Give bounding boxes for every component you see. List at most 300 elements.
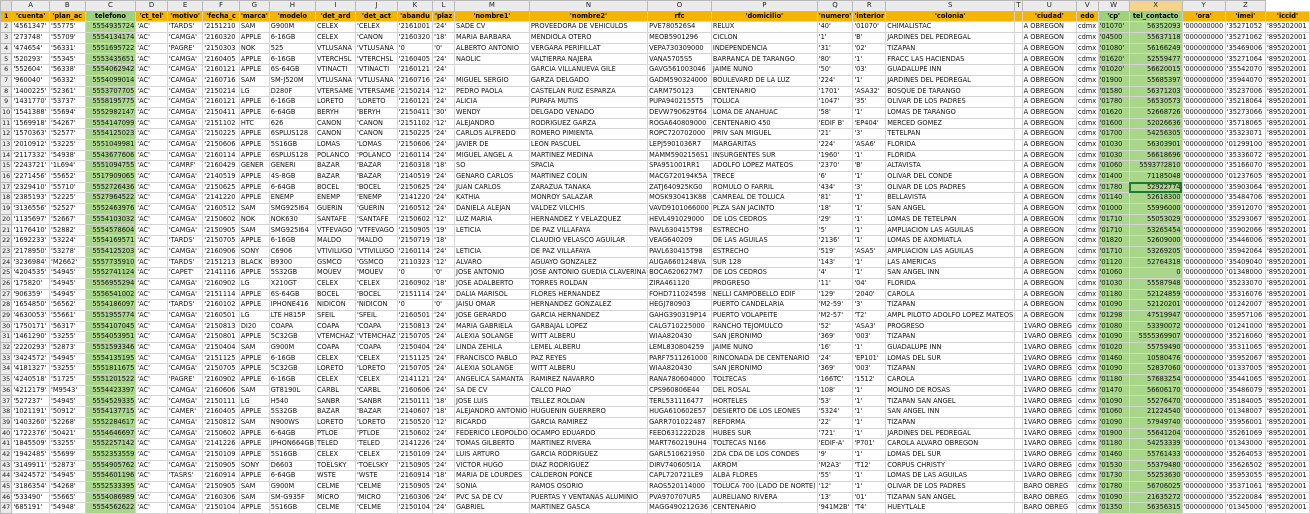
- data-cell[interactable]: 5S16GB: [269, 139, 315, 150]
- data-cell[interactable]: 56706025: [1129, 481, 1182, 492]
- data-cell[interactable]: ALTAVISTA: [886, 161, 1015, 172]
- column-header-x[interactable]: X: [1129, 1, 1182, 12]
- data-cell[interactable]: '000000000: [1182, 161, 1225, 172]
- data-cell[interactable]: '55775': [50, 22, 86, 33]
- data-cell[interactable]: '895202001: [1265, 396, 1309, 407]
- row-number[interactable]: 42: [1, 449, 12, 460]
- data-cell[interactable]: 'CELEX: [356, 22, 398, 33]
- data-cell[interactable]: '56317': [50, 321, 86, 332]
- data-cell[interactable]: 'AC': [136, 172, 168, 183]
- data-cell[interactable]: RANA780604000: [648, 375, 712, 386]
- data-cell[interactable]: 'AC': [136, 225, 168, 236]
- data-cell[interactable]: PAZ REYES: [529, 353, 647, 364]
- column-title-cell[interactable]: 'plan_ac: [50, 11, 86, 22]
- data-cell[interactable]: RODRIGUEZ GARZA: [529, 118, 647, 129]
- data-cell[interactable]: [1015, 503, 1022, 514]
- data-cell[interactable]: '895202001: [1265, 332, 1309, 343]
- data-cell[interactable]: APPLE: [239, 428, 269, 439]
- data-cell[interactable]: 'CAMGA': [167, 129, 202, 140]
- data-cell[interactable]: '533490': [12, 492, 50, 503]
- data-cell[interactable]: CENTENARIO 450: [711, 118, 817, 129]
- data-cell[interactable]: '2150625: [397, 182, 432, 193]
- data-cell[interactable]: FOHD711024598: [648, 289, 712, 300]
- row-number[interactable]: 5: [1, 54, 12, 65]
- data-cell[interactable]: '52577': [50, 129, 86, 140]
- data-cell[interactable]: '35718065: [1225, 118, 1265, 129]
- data-cell[interactable]: '2160306: [203, 492, 240, 503]
- data-cell[interactable]: APPLE: [239, 471, 269, 482]
- data-cell[interactable]: '2160320: [397, 33, 432, 44]
- data-cell[interactable]: GARBAJAL LOPEZ: [529, 321, 647, 332]
- data-cell[interactable]: 'EDIF-A': [817, 439, 853, 450]
- data-cell[interactable]: '1701': [817, 86, 853, 97]
- data-cell[interactable]: ZARAZUA TANAKA: [529, 182, 647, 193]
- data-cell[interactable]: TIZAPAN: [886, 332, 1015, 343]
- column-title-cell[interactable]: edo: [1076, 11, 1098, 22]
- data-cell[interactable]: [1015, 54, 1022, 65]
- data-cell[interactable]: LOMAS DEL SUR: [886, 449, 1015, 460]
- data-cell[interactable]: 'AC': [136, 150, 168, 161]
- data-cell[interactable]: GT8190L: [269, 385, 315, 396]
- column-title-cell[interactable]: 'colonia': [886, 11, 1015, 22]
- data-cell[interactable]: 'B': [853, 161, 886, 172]
- data-cell[interactable]: 'P701': [853, 439, 886, 450]
- data-cell[interactable]: [1015, 43, 1022, 54]
- data-cell[interactable]: 55253630: [1129, 471, 1182, 482]
- data-cell[interactable]: '01030: [1098, 150, 1129, 161]
- data-cell[interactable]: '1': [853, 471, 886, 482]
- data-cell[interactable]: '12': [433, 118, 455, 129]
- data-cell[interactable]: '01460: [1098, 353, 1129, 364]
- row-number[interactable]: 46: [1, 492, 12, 503]
- data-cell[interactable]: '895202001: [1265, 236, 1309, 247]
- data-cell[interactable]: AGUAYO GONZALEZ: [529, 257, 647, 268]
- data-cell[interactable]: '895202001: [1265, 204, 1309, 215]
- data-cell[interactable]: 5552353559: [85, 449, 136, 460]
- data-cell[interactable]: GARZA DELGADO: [529, 75, 647, 86]
- data-cell[interactable]: '2010912': [12, 139, 50, 150]
- data-cell[interactable]: '0': [433, 268, 455, 279]
- data-cell[interactable]: '000000000: [1182, 353, 1225, 364]
- data-cell[interactable]: '01120: [1098, 257, 1129, 268]
- data-cell[interactable]: 'COAPA: [356, 343, 398, 354]
- data-cell[interactable]: '000000000: [1182, 439, 1225, 450]
- data-cell[interactable]: CENTENARIO: [711, 86, 817, 97]
- row-number[interactable]: 19: [1, 204, 12, 215]
- data-cell[interactable]: '685191': [12, 503, 50, 514]
- data-cell[interactable]: '2160102: [203, 300, 240, 311]
- data-cell[interactable]: '2160606: [397, 385, 432, 396]
- data-cell[interactable]: '01020': [1098, 65, 1129, 76]
- row-number[interactable]: 38: [1, 407, 12, 418]
- data-cell[interactable]: '2370': [817, 161, 853, 172]
- data-cell[interactable]: '24': [433, 129, 455, 140]
- data-cell[interactable]: cdmx: [1076, 439, 1098, 450]
- column-title-cell[interactable]: 'det_act: [356, 11, 398, 22]
- data-cell[interactable]: BAZAR: [316, 172, 356, 183]
- data-cell[interactable]: MERCED GOMEZ: [886, 118, 1015, 129]
- column-header-y[interactable]: Y: [1182, 1, 1225, 12]
- data-cell[interactable]: '1400225': [12, 86, 50, 97]
- data-cell[interactable]: cdmx: [1076, 343, 1098, 354]
- data-cell[interactable]: 'TARDS': [167, 300, 202, 311]
- data-cell[interactable]: 'B': [853, 33, 886, 44]
- data-cell[interactable]: '50': [817, 65, 853, 76]
- data-cell[interactable]: 'CAMGA': [167, 172, 202, 183]
- data-cell[interactable]: 6S-64GB: [269, 289, 315, 300]
- data-cell[interactable]: CAROLA ALVARO OBREGON: [886, 439, 1015, 450]
- column-header-w[interactable]: W: [1098, 1, 1129, 12]
- data-cell[interactable]: cdmx: [1076, 385, 1098, 396]
- data-cell[interactable]: '35542070: [1225, 65, 1265, 76]
- data-cell[interactable]: 'CAMGA': [167, 364, 202, 375]
- data-cell[interactable]: [1015, 139, 1022, 150]
- data-cell[interactable]: PAVL630415T98: [648, 246, 712, 257]
- data-cell[interactable]: HUBES SUR: [711, 428, 817, 439]
- data-cell[interactable]: '2160114: [397, 150, 432, 161]
- data-cell[interactable]: '35166070: [1225, 161, 1265, 172]
- data-cell[interactable]: 'LOMAS: [356, 139, 398, 150]
- data-cell[interactable]: FEDERICO LEOPOLDO: [455, 428, 530, 439]
- data-cell[interactable]: OLIVAR DE LOS PADRES: [886, 182, 1015, 193]
- data-cell[interactable]: [455, 236, 530, 247]
- data-cell[interactable]: cdmx: [1076, 503, 1098, 514]
- data-cell[interactable]: 'CAMGA': [167, 75, 202, 86]
- data-cell[interactable]: PRIV SAN MIGUEL: [711, 129, 817, 140]
- data-cell[interactable]: '35264053: [1225, 449, 1265, 460]
- data-cell[interactable]: 'AC': [136, 375, 168, 386]
- data-cell[interactable]: A OBREGON: [1022, 22, 1076, 33]
- data-cell[interactable]: [1015, 97, 1022, 108]
- data-cell[interactable]: cdmx: [1076, 97, 1098, 108]
- data-cell[interactable]: '906359': [12, 289, 50, 300]
- data-cell[interactable]: G900M: [269, 343, 315, 354]
- data-cell[interactable]: VTIVILUGO: [316, 246, 356, 257]
- data-cell[interactable]: PARF7511261000: [648, 353, 712, 364]
- row-number[interactable]: 29: [1, 310, 12, 321]
- data-cell[interactable]: '2151210: [203, 22, 240, 33]
- data-cell[interactable]: LG: [239, 86, 269, 97]
- data-cell[interactable]: TRECE: [711, 172, 817, 183]
- data-cell[interactable]: 'AC': [136, 353, 168, 364]
- data-cell[interactable]: 6-16GB: [269, 375, 315, 386]
- data-cell[interactable]: '55699': [50, 449, 86, 460]
- column-header-a[interactable]: A: [12, 1, 50, 12]
- data-cell[interactable]: ROGA640809000: [648, 118, 712, 129]
- data-cell[interactable]: '000000000: [1182, 182, 1225, 193]
- data-cell[interactable]: '2161001: [397, 22, 432, 33]
- data-cell[interactable]: 'CANON: [356, 118, 398, 129]
- data-cell[interactable]: CELME: [316, 503, 356, 514]
- data-cell[interactable]: '2150104: [203, 503, 240, 514]
- data-cell[interactable]: SAN ANGEL: [886, 204, 1015, 215]
- data-cell[interactable]: SMG925I64: [269, 204, 315, 215]
- data-cell[interactable]: '01345000: [1225, 503, 1265, 514]
- data-cell[interactable]: '35293067: [1225, 214, 1265, 225]
- data-cell[interactable]: A OBREGON: [1022, 139, 1076, 150]
- data-cell[interactable]: LG: [239, 278, 269, 289]
- data-cell[interactable]: JARDINES DEL PEDREGAL: [886, 428, 1015, 439]
- data-cell[interactable]: '1021191': [12, 407, 50, 418]
- data-cell[interactable]: VANA5705S5: [648, 54, 712, 65]
- data-cell[interactable]: '000000000: [1182, 449, 1225, 460]
- data-cell[interactable]: GABRIEL: [455, 503, 530, 514]
- data-cell[interactable]: '35626502: [1225, 460, 1265, 471]
- data-cell[interactable]: [1015, 439, 1022, 450]
- data-cell[interactable]: '273748': [12, 33, 50, 44]
- data-cell[interactable]: 'AC': [136, 428, 168, 439]
- data-cell[interactable]: TORRES ROLDAN: [529, 278, 647, 289]
- data-cell[interactable]: REFORMA: [711, 417, 817, 428]
- data-cell[interactable]: '895202001: [1265, 86, 1309, 97]
- data-cell[interactable]: cdmx: [1076, 492, 1098, 503]
- data-cell[interactable]: [1015, 193, 1022, 204]
- row-number[interactable]: 20: [1, 214, 12, 225]
- data-cell[interactable]: cdmx: [1076, 471, 1098, 482]
- data-cell[interactable]: '0': [433, 300, 455, 311]
- data-cell[interactable]: '35942064: [1225, 246, 1265, 257]
- data-cell[interactable]: '2136': [817, 236, 853, 247]
- data-cell[interactable]: PVE780526S4: [648, 22, 712, 33]
- data-cell[interactable]: DE LOS CEDROS: [711, 268, 817, 279]
- data-cell[interactable]: BAZAR: [316, 161, 356, 172]
- data-cell[interactable]: MARTINEZ MEDINA: [529, 150, 647, 161]
- data-cell[interactable]: 'AC': [136, 246, 168, 257]
- data-cell[interactable]: 21635272: [1129, 492, 1182, 503]
- column-title-cell[interactable]: 'nombre1': [455, 11, 530, 22]
- data-cell[interactable]: APPLE: [239, 236, 269, 247]
- data-cell[interactable]: '56338': [50, 65, 86, 76]
- data-cell[interactable]: [1015, 107, 1022, 118]
- data-cell[interactable]: HERNANDEZ Y VELAZQUEZ: [529, 214, 647, 225]
- data-cell[interactable]: SM-G935F: [269, 492, 315, 503]
- data-cell[interactable]: '24': [433, 150, 455, 161]
- data-cell[interactable]: '55345': [50, 54, 86, 65]
- data-cell[interactable]: G900M: [269, 22, 315, 33]
- data-cell[interactable]: '941M2B': [817, 503, 853, 514]
- data-cell[interactable]: 5S32GB: [269, 407, 315, 418]
- data-cell[interactable]: NOK: [239, 214, 269, 225]
- data-cell[interactable]: '1': [853, 396, 886, 407]
- data-cell[interactable]: cdmx: [1076, 182, 1098, 193]
- data-cell[interactable]: '2160512: [203, 204, 240, 215]
- data-cell[interactable]: '000000000: [1182, 214, 1225, 225]
- data-cell[interactable]: CELEX: [316, 353, 356, 364]
- data-cell[interactable]: AMPLIACION LAS AGUILAS: [886, 225, 1015, 236]
- data-cell[interactable]: 5554107045: [85, 321, 136, 332]
- data-cell[interactable]: A OBREGON: [1022, 97, 1076, 108]
- data-cell[interactable]: '55': [817, 471, 853, 482]
- data-cell[interactable]: GENER: [239, 161, 269, 172]
- data-cell[interactable]: '18': [433, 161, 455, 172]
- row-number[interactable]: 36: [1, 385, 12, 396]
- data-cell[interactable]: '35261069: [1225, 428, 1265, 439]
- data-cell[interactable]: [1015, 75, 1022, 86]
- data-cell[interactable]: ESTRECHO: [711, 225, 817, 236]
- data-cell[interactable]: 'VTLUSANA: [356, 75, 398, 86]
- row-number[interactable]: 43: [1, 460, 12, 471]
- data-cell[interactable]: [1015, 33, 1022, 44]
- data-cell[interactable]: 5554086989: [85, 492, 136, 503]
- data-cell[interactable]: [1015, 172, 1022, 183]
- data-cell[interactable]: '2160914: [203, 471, 240, 482]
- data-cell[interactable]: 5543677606: [85, 150, 136, 161]
- data-cell[interactable]: CALCO PIAO: [529, 385, 647, 396]
- data-cell[interactable]: '2160716: [203, 75, 240, 86]
- data-cell[interactable]: '2160114: [397, 246, 432, 257]
- row-number[interactable]: 34: [1, 364, 12, 375]
- data-cell[interactable]: 56606170: [1129, 385, 1182, 396]
- data-cell[interactable]: '31': [817, 43, 853, 54]
- data-cell[interactable]: 'CAPET': [167, 268, 202, 279]
- column-header-q[interactable]: Q: [817, 1, 853, 12]
- data-cell[interactable]: DIRV740605I1A: [648, 460, 712, 471]
- data-cell[interactable]: '721': [817, 428, 853, 439]
- data-cell[interactable]: '2150905: [397, 481, 432, 492]
- data-cell[interactable]: 55641204: [1129, 428, 1182, 439]
- column-title-cell[interactable]: 'ct_tel': [136, 11, 168, 22]
- data-cell[interactable]: 55759490: [1129, 343, 1182, 354]
- data-cell[interactable]: 53265454: [1129, 225, 1182, 236]
- data-cell[interactable]: N900WS: [269, 417, 315, 428]
- data-cell[interactable]: cdmx: [1076, 310, 1098, 321]
- data-cell[interactable]: TIZAPAN: [886, 364, 1015, 375]
- data-cell[interactable]: '1845509': [12, 439, 50, 450]
- data-cell[interactable]: '2160902: [397, 278, 432, 289]
- data-cell[interactable]: PUPA9402155T5: [648, 97, 712, 108]
- data-cell[interactable]: 56371203: [1129, 86, 1182, 97]
- data-cell[interactable]: 'CELME: [356, 481, 398, 492]
- data-cell[interactable]: 'AC': [136, 492, 168, 503]
- data-cell[interactable]: '01710: [1098, 246, 1129, 257]
- data-cell[interactable]: ALEXIA SOLANGE: [455, 364, 530, 375]
- data-cell[interactable]: VAVD9101066000: [648, 204, 712, 215]
- data-cell[interactable]: '35273066: [1225, 107, 1265, 118]
- data-cell[interactable]: FRACC LAS HACIENDAS: [886, 54, 1015, 65]
- data-cell[interactable]: 5556955294: [85, 278, 136, 289]
- row-number[interactable]: 1: [1, 11, 12, 22]
- data-cell[interactable]: '24': [433, 139, 455, 150]
- column-header-z[interactable]: Z: [1225, 1, 1265, 12]
- data-cell[interactable]: '52882': [50, 225, 86, 236]
- data-cell[interactable]: [1015, 204, 1022, 215]
- data-cell[interactable]: APPLE: [239, 129, 269, 140]
- data-cell[interactable]: '35233070: [1225, 278, 1265, 289]
- data-cell[interactable]: '895202001: [1265, 353, 1309, 364]
- column-title-cell[interactable]: 'iccid': [1265, 11, 1309, 22]
- data-cell[interactable]: VTLUSANA: [316, 75, 356, 86]
- data-cell[interactable]: '000000000: [1182, 407, 1225, 418]
- data-cell[interactable]: cdmx: [1076, 300, 1098, 311]
- data-cell[interactable]: '35271062: [1225, 33, 1265, 44]
- data-cell[interactable]: [1015, 246, 1022, 257]
- data-cell[interactable]: 55587948: [1129, 278, 1182, 289]
- data-cell[interactable]: '2160429: [203, 161, 240, 172]
- data-cell[interactable]: SAM: [239, 481, 269, 492]
- data-cell[interactable]: 'VTERSAME: [356, 86, 398, 97]
- data-cell[interactable]: WIAA820430: [648, 332, 712, 343]
- data-cell[interactable]: LUZ MARIA: [455, 214, 530, 225]
- row-number[interactable]: 40: [1, 428, 12, 439]
- data-cell[interactable]: 'AC': [136, 364, 168, 375]
- data-cell[interactable]: HEVL491029000: [648, 214, 712, 225]
- column-title-cell[interactable]: 'abandu: [397, 11, 432, 22]
- data-cell[interactable]: '2141226: [203, 439, 240, 450]
- data-cell[interactable]: 'CAMGA': [167, 97, 202, 108]
- data-cell[interactable]: GENARO CARLOS: [455, 172, 530, 183]
- data-cell[interactable]: '24': [433, 364, 455, 375]
- data-cell[interactable]: CARLOS ALFREDO: [455, 129, 530, 140]
- data-cell[interactable]: 'CAMGA': [167, 321, 202, 332]
- data-cell[interactable]: '0: [397, 43, 432, 54]
- data-cell[interactable]: '1722376': [12, 428, 50, 439]
- data-cell[interactable]: PUERTO VOLAPEITE: [711, 310, 817, 321]
- data-cell[interactable]: '895202001: [1265, 492, 1309, 503]
- data-cell[interactable]: '30': [433, 107, 455, 118]
- data-cell[interactable]: HUEYTLALE: [886, 503, 1015, 514]
- data-cell[interactable]: cdmx: [1076, 428, 1098, 439]
- data-cell[interactable]: 5554935724: [85, 22, 136, 33]
- data-cell[interactable]: AMPL PILOTO ADOLFO LOPEZ MATEOS: [886, 310, 1015, 321]
- data-cell[interactable]: '54945': [50, 278, 86, 289]
- data-cell[interactable]: PUERTAS Y VENTANAS ALUMINIO: [529, 492, 647, 503]
- data-cell[interactable]: '000000000: [1182, 503, 1225, 514]
- data-cell[interactable]: JOSE ANTONIO: [455, 268, 530, 279]
- data-cell[interactable]: cdmx: [1076, 364, 1098, 375]
- row-number[interactable]: 44: [1, 471, 12, 482]
- column-header-i[interactable]: I: [316, 1, 356, 12]
- data-cell[interactable]: JOSE LUIS: [455, 396, 530, 407]
- data-cell[interactable]: '000000000: [1182, 278, 1225, 289]
- data-cell[interactable]: '35184005: [1225, 396, 1265, 407]
- data-cell[interactable]: '895202001: [1265, 225, 1309, 236]
- data-cell[interactable]: '01070': [1098, 22, 1129, 33]
- data-cell[interactable]: A OBREGON: [1022, 43, 1076, 54]
- data-cell[interactable]: '01900: [1098, 75, 1129, 86]
- data-cell[interactable]: '01060: [1098, 268, 1129, 279]
- data-cell[interactable]: 'CAMGA': [167, 139, 202, 150]
- data-cell[interactable]: '000000000: [1182, 65, 1225, 76]
- data-cell[interactable]: GARR701022487: [648, 417, 712, 428]
- data-cell[interactable]: 5554062942: [85, 65, 136, 76]
- data-cell[interactable]: 'CAMGA': [167, 54, 202, 65]
- data-cell[interactable]: BOCA620627M7: [648, 268, 712, 279]
- data-cell[interactable]: '895202001: [1265, 481, 1309, 492]
- data-cell[interactable]: 'CELEX: [356, 375, 398, 386]
- data-cell[interactable]: MAMM5902156S1: [648, 150, 712, 161]
- data-cell[interactable]: '2160121: [203, 65, 240, 76]
- data-cell[interactable]: 'ENEMP: [356, 193, 398, 204]
- data-cell[interactable]: '80': [817, 54, 853, 65]
- data-cell[interactable]: 'AC': [136, 471, 168, 482]
- data-cell[interactable]: '895202001: [1265, 417, 1309, 428]
- data-cell[interactable]: A OBREGON: [1022, 129, 1076, 140]
- row-number[interactable]: 41: [1, 439, 12, 450]
- column-header-g[interactable]: G: [239, 1, 269, 12]
- data-cell[interactable]: VTLUSANA: [316, 43, 356, 54]
- data-cell[interactable]: KATHIA: [455, 193, 530, 204]
- row-number[interactable]: 33: [1, 353, 12, 364]
- row-number[interactable]: 23: [1, 246, 12, 257]
- data-cell[interactable]: JOSE GERARDO: [455, 310, 530, 321]
- data-cell[interactable]: 'ASA32': [853, 86, 886, 97]
- data-cell[interactable]: '52': [817, 321, 853, 332]
- data-cell[interactable]: '2151125: [203, 353, 240, 364]
- data-cell[interactable]: 'AC': [136, 481, 168, 492]
- data-cell[interactable]: '2160121: [397, 97, 432, 108]
- data-cell[interactable]: '000000000: [1182, 118, 1225, 129]
- data-cell[interactable]: D6603: [269, 460, 315, 471]
